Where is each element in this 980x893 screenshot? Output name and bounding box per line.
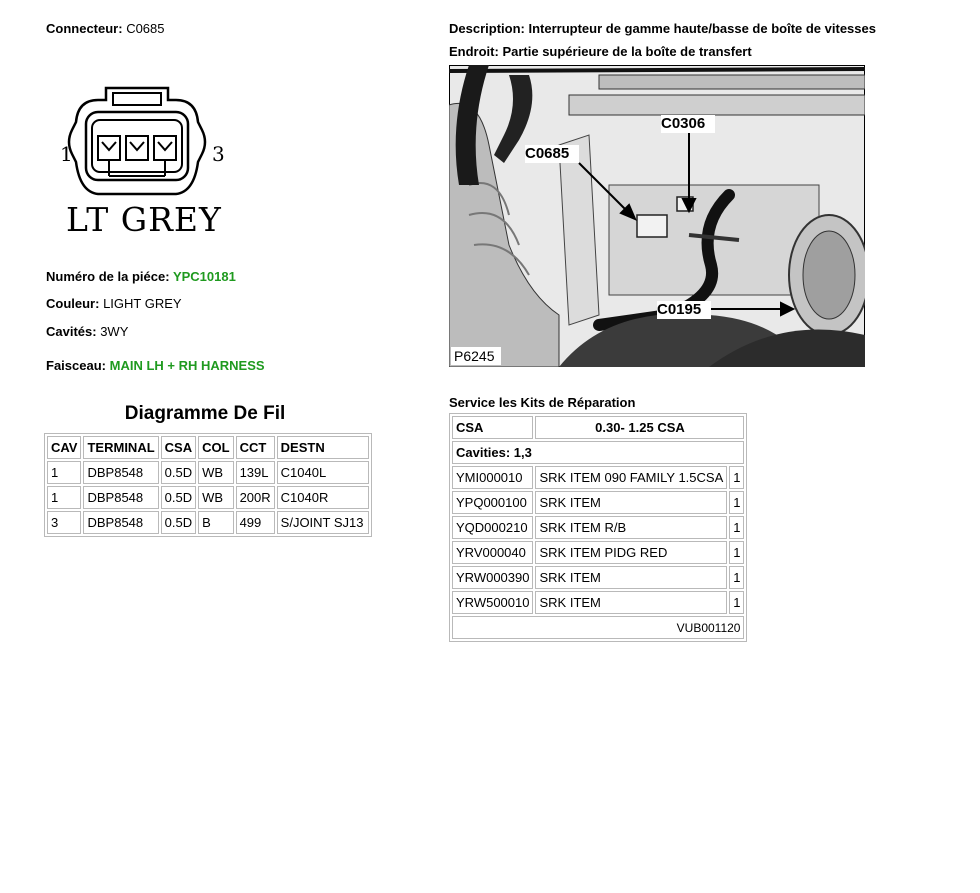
kit-quantity: 1 <box>729 541 744 564</box>
cell-terminal: DBP8548 <box>83 486 158 509</box>
kit-csa-label: CSA <box>452 416 533 439</box>
cell-col: WB <box>198 461 233 484</box>
kit-description: SRK ITEM <box>535 491 727 514</box>
repair-kits-table <box>449 413 747 642</box>
cell-cct: 499 <box>236 511 275 534</box>
table-row <box>452 566 744 589</box>
description-value: Interrupteur de gamme haute/basse de boîte de vitesses <box>528 21 876 36</box>
kit-description: SRK ITEM PIDG RED <box>535 541 727 564</box>
description-label: Description: <box>449 21 525 36</box>
kit-quantity: 1 <box>729 466 744 489</box>
table-row <box>452 516 744 539</box>
connector-heading <box>46 21 165 36</box>
connector-label: Connecteur: <box>46 21 123 36</box>
kit-part-number: YMI000010 <box>452 466 533 489</box>
pin-1-label: 1 <box>60 142 73 166</box>
cell-csa: 0.5D <box>161 486 196 509</box>
pin-3-label: 3 <box>212 142 225 166</box>
kit-description: SRK ITEM <box>535 591 727 614</box>
kit-quantity: 1 <box>729 591 744 614</box>
callout-c0195: C0195 <box>657 301 702 318</box>
color-label: Couleur: <box>46 296 100 311</box>
cell-cav: 1 <box>47 486 81 509</box>
wire-diagram-table <box>44 433 372 537</box>
cell-terminal: DBP8548 <box>83 461 158 484</box>
color-line <box>46 296 182 311</box>
kit-footer-code: VUB001120 <box>452 616 744 639</box>
location-value: Partie supérieure de la boîte de transfert <box>502 44 752 59</box>
kit-cavities-row <box>452 441 744 464</box>
kit-csa-value: 0.30- 1.25 CSA <box>535 416 744 439</box>
kit-quantity: 1 <box>729 491 744 514</box>
callout-c0685: C0685 <box>525 145 570 162</box>
cell-terminal: DBP8548 <box>83 511 158 534</box>
col-cav-header: CAV <box>47 436 81 459</box>
cell-destn: C1040R <box>277 486 369 509</box>
cell-csa: 0.5D <box>161 461 196 484</box>
col-csa-header: CSA <box>161 436 196 459</box>
cell-col: B <box>198 511 233 534</box>
cavities-value: 3WY <box>100 324 129 339</box>
cell-cav: 3 <box>47 511 81 534</box>
harness-link[interactable]: MAIN LH + RH HARNESS <box>109 358 265 373</box>
kit-quantity: 1 <box>729 516 744 539</box>
kit-quantity: 1 <box>729 566 744 589</box>
cavities-line <box>46 324 128 339</box>
part-number-label: Numéro de la piéce: <box>46 269 170 284</box>
location-line <box>449 44 752 59</box>
connector-id: C0685 <box>126 21 165 36</box>
part-number-link[interactable]: YPC10181 <box>172 269 236 284</box>
col-destn-header: DESTN <box>277 436 369 459</box>
figure-id: P6245 <box>454 348 495 364</box>
connector-face-drawing <box>58 80 238 248</box>
kit-part-number: YPQ000100 <box>452 491 533 514</box>
kit-description: SRK ITEM 090 FAMILY 1.5CSA <box>535 466 727 489</box>
kit-description: SRK ITEM R/B <box>535 516 727 539</box>
cell-destn: C1040L <box>277 461 369 484</box>
connector-color-caption: LT GREY <box>66 200 222 239</box>
kit-part-number: YRW500010 <box>452 591 533 614</box>
col-col-header: COL <box>198 436 233 459</box>
description-line <box>449 21 876 36</box>
cell-cct: 139L <box>236 461 275 484</box>
repair-kits-title: Service les Kits de Réparation <box>449 395 636 410</box>
table-row <box>452 466 744 489</box>
callout-c0306: C0306 <box>661 115 706 132</box>
harness-label: Faisceau: <box>46 358 106 373</box>
harness-line <box>46 358 265 373</box>
table-row <box>47 461 369 484</box>
table-row <box>452 491 744 514</box>
cell-cct: 200R <box>236 486 275 509</box>
location-photo <box>449 65 865 367</box>
kit-footer-row <box>452 616 744 639</box>
kit-cavities: Cavities: 1,3 <box>452 441 744 464</box>
cell-csa: 0.5D <box>161 511 196 534</box>
table-row <box>47 486 369 509</box>
cell-cav: 1 <box>47 461 81 484</box>
kit-part-number: YRV000040 <box>452 541 533 564</box>
table-row <box>452 591 744 614</box>
table-row <box>452 541 744 564</box>
kit-description: SRK ITEM <box>535 566 727 589</box>
cell-destn: S/JOINT SJ13 <box>277 511 369 534</box>
location-label: Endroit: <box>449 44 499 59</box>
wire-table-header-row <box>47 436 369 459</box>
location-photo-illustration <box>449 65 865 367</box>
col-cct-header: CCT <box>236 436 275 459</box>
cell-col: WB <box>198 486 233 509</box>
part-number-line <box>46 269 236 284</box>
kit-csa-row <box>452 416 744 439</box>
color-value: LIGHT GREY <box>103 296 182 311</box>
cavities-label: Cavités: <box>46 324 97 339</box>
col-terminal-header: TERMINAL <box>83 436 158 459</box>
table-row <box>47 511 369 534</box>
kit-part-number: YQD000210 <box>452 516 533 539</box>
wire-diagram-title: Diagramme De Fil <box>124 403 286 424</box>
kit-part-number: YRW000390 <box>452 566 533 589</box>
